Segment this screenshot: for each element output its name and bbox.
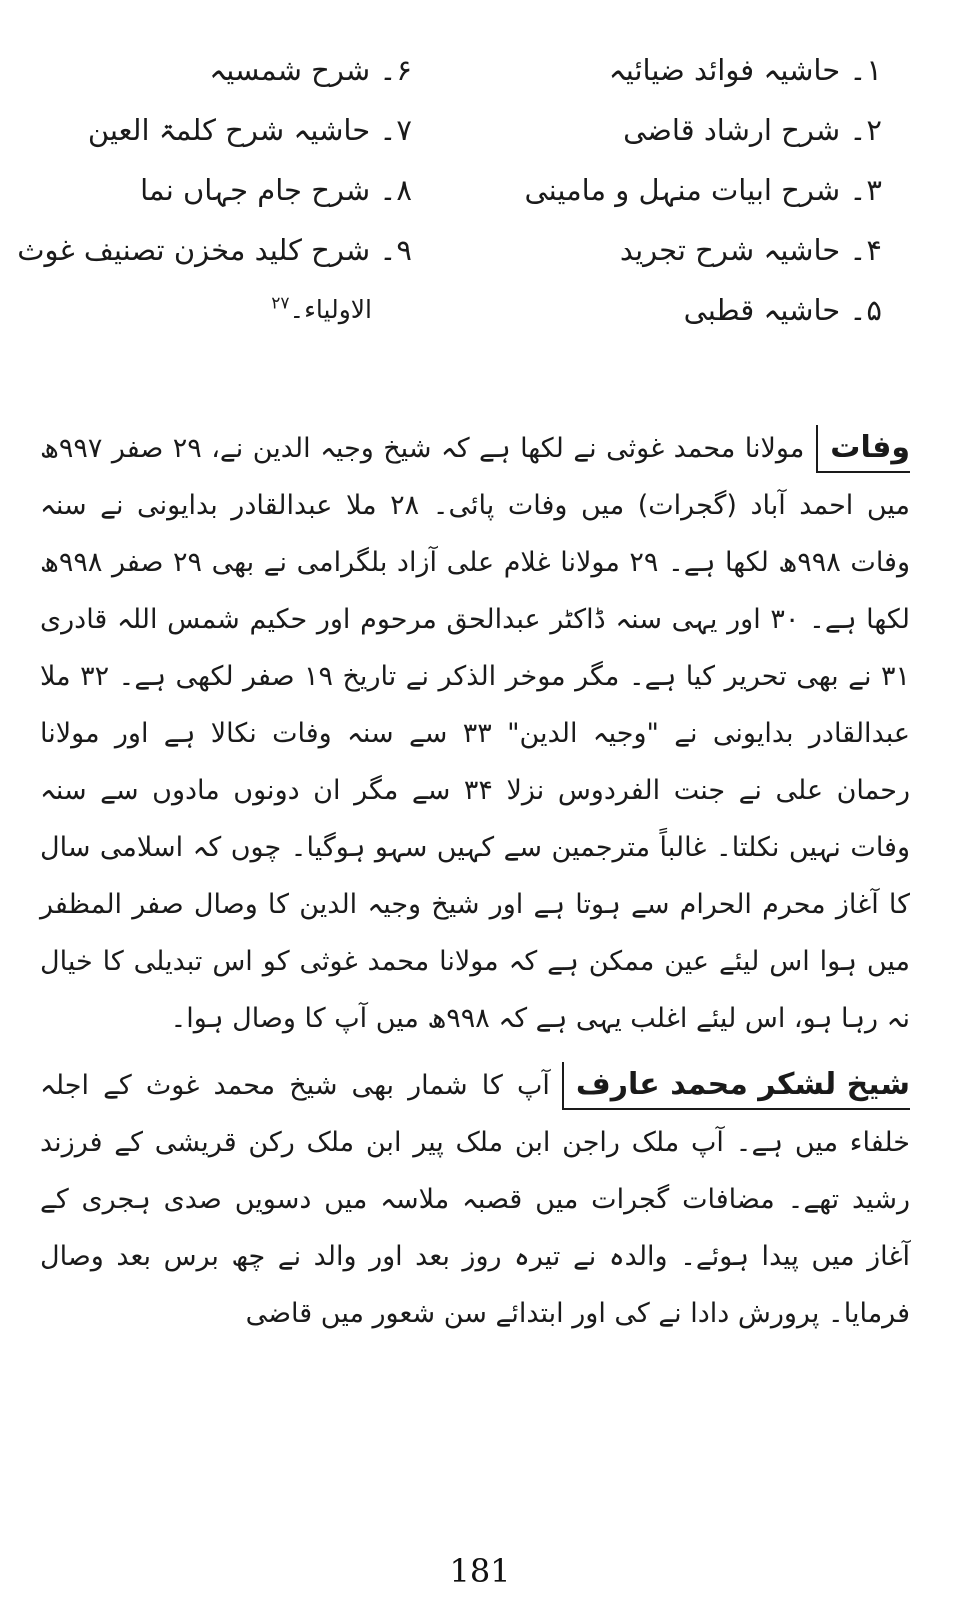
continuation-text: الاولیاء۔ — [289, 295, 372, 324]
section-lashkar — [40, 1057, 910, 1342]
book-item-continuation — [12, 280, 412, 340]
book-list-right-column — [412, 40, 882, 340]
page-number: 181 — [449, 1552, 511, 1590]
footnote-ref: ۲۷ — [271, 293, 290, 314]
book-item: ۸۔ شرح جام جہاں نما — [140, 173, 412, 207]
book-list — [17, 40, 882, 340]
section-heading-wafat: وفات — [816, 425, 910, 473]
paragraph-lashkar — [40, 1057, 910, 1342]
book-item: ۳۔ شرح ابیات منہل و مامینی — [524, 173, 882, 207]
paragraph-text: آپ کا شمار بھی شیخ محمد غوث کے اجلہ خلفاء میں ہے۔ آپ ملک راجن ابن ملک پیر ابن ملک رکن قریشی کے فرزند رشید تھے۔ مضافات گجرات میں قصبہ ملاسہ میں دسویں صدی ہجری کے آغاز میں پیدا ہوئے۔ والدہ نے تیرہ روز بعد اور والد نے چھ برس بعد وصال فرمایا۔ پرورش دادا نے کی اور ابتدائے سن شعور میں قاضی — [40, 1070, 910, 1329]
book-item: ۴۔ حاشیہ شرح تجرید — [619, 233, 882, 267]
paragraph-text: مولانا محمد غوثی نے لکھا ہے کہ شیخ وجیہ الدین نے، ۲۹ صفر ۹۹۷ھ میں احمد آباد (گجرات) میں وفات پائی۔ ۲۸ ملا عبدالقادر بدایونی نے سنہ وفات ۹۹۸ھ لکھا ہے۔ ۲۹ مولانا غلام علی آزاد بلگرامی نے بھی ۲۹ صفر ۹۹۸ھ لکھا ہے۔ ۳۰ اور یہی سنہ ڈاکٹر عبدالحق مرحوم اور حکیم شمس اللہ قادری ۳۱ نے بھی تحریر کیا ہے۔ مگر موخر الذکر نے تاریخ ۱۹ صفر لکھی ہے۔ ۳۲ ملا عبدالقادر بدایونی نے "وجیہ الدین" ۳۳ سے سنہ وفات نکالا ہے اور مولانا رحمان علی نے جنت الفردوس نزلا ۳۴ سے مگر ان دونوں مادوں سے سنہ وفات نہیں نکلتا۔ غالباً مترجمین سے کہیں سہو ہوگیا۔ چوں کہ اسلامی سال کا آغاز محرم الحرام سے ہوتا ہے اور شیخ وجیہ الدین کا وصال صفر المظفر میں ہوا اس لیئے عین ممکن ہے کہ مولانا محمد غوثی کو اس تبدیلی کا خیال نہ رہا ہو، اس لیئے اغلب یہی ہے کہ ۹۹۸ھ میں آپ کا وصال ہوا۔ — [40, 433, 910, 1034]
book-item: ۷۔ حاشیہ شرح کلمۃ العین — [87, 113, 412, 147]
book-list-left-column — [12, 40, 412, 340]
section-wafat — [40, 420, 910, 1047]
book-item: ۲۔ شرح ارشاد قاضی — [623, 113, 882, 147]
book-item: ۵۔ حاشیہ قطبی — [683, 293, 882, 327]
section-heading-lashkar: شیخ لشکر محمد عارف — [562, 1062, 910, 1110]
book-item: ۱۔ حاشیہ فوائد ضیائیہ — [608, 53, 882, 87]
book-item: ۶۔ شرح شمسیہ — [209, 53, 412, 87]
book-item: ۹۔ شرح کلید مخزن تصنیف غوث — [17, 233, 412, 267]
paragraph-wafat — [40, 420, 910, 1047]
